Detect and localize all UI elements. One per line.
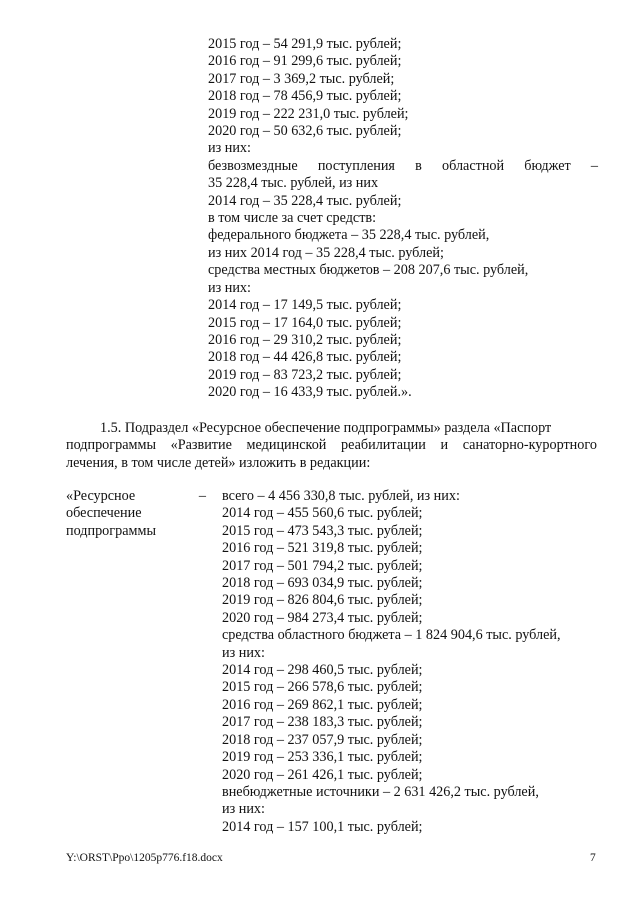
list-item: из них 2014 год – 35 228,4 тыс. рублей; — [208, 244, 444, 261]
word: поступления — [317, 157, 395, 174]
paragraph-text: 1.5. Подраздел «Ресурсное обеспечение подпрограммы» раздела «Паспорт — [100, 420, 552, 436]
list-item: 2019 год – 826 804,6 тыс. рублей; — [222, 592, 423, 609]
list-item: 2015 год – 54 291,9 тыс. рублей; — [208, 36, 402, 52]
list-item: из них: — [208, 140, 251, 157]
word: – — [590, 157, 598, 174]
list-item: 2017 год – 3 369,2 тыс. рублей; — [208, 70, 395, 87]
paragraph-line — [66, 437, 597, 454]
list-item: из них: — [208, 279, 251, 296]
list-item: 2018 год – 693 034,9 тыс. рублей; — [222, 575, 423, 592]
list-item: средства местных бюджетов – 208 207,6 тыс. рублей, — [208, 262, 529, 279]
list-item: 2018 год – 78 456,9 тыс. рублей; — [208, 88, 402, 105]
list-item: 2014 год – 17 149,5 тыс. рублей; — [208, 297, 402, 314]
list-item: из них: — [222, 644, 265, 661]
word: безвозмездные — [208, 157, 298, 174]
word: санаторно-курортного — [462, 437, 597, 454]
list-item: 2015 год – 473 543,3 тыс. рублей; — [222, 522, 423, 539]
word: подпрограммы — [66, 437, 156, 454]
list-item: 2019 год – 253 336,1 тыс. рублей; — [222, 749, 423, 766]
label-word: «Ресурсное — [66, 488, 136, 504]
file-path: Y:\ORST\Ppo\1205p776.f18.docx — [66, 852, 223, 864]
word: бюджет — [524, 157, 571, 174]
list-item: 2020 год – 50 632,6 тыс. рублей; — [208, 123, 402, 140]
justified-line — [208, 158, 598, 175]
section-paragraph — [66, 420, 597, 472]
list-item: 2014 год – 157 100,1 тыс. рублей; — [222, 818, 423, 835]
list-item: 2020 год – 984 273,4 тыс. рублей; — [222, 609, 423, 626]
list-item: в том числе за счет средств: — [208, 210, 377, 227]
resource-funding-list — [222, 488, 602, 836]
list-item: 2020 год – 261 426,1 тыс. рублей; — [222, 766, 423, 783]
word: реабилитации — [341, 437, 426, 454]
list-item: из них: — [222, 801, 265, 818]
list-item: 2018 год – 237 057,9 тыс. рублей; — [222, 731, 423, 748]
list-item: 2017 год – 501 794,2 тыс. рублей; — [222, 557, 423, 574]
label-row — [66, 488, 206, 505]
paragraph-line — [66, 420, 597, 437]
list-item: 2015 год – 17 164,0 тыс. рублей; — [208, 314, 402, 331]
list-item: 2014 год – 35 228,4 тыс. рублей; — [208, 192, 402, 209]
label-word: обеспечение — [66, 505, 142, 522]
label-dash: – — [198, 488, 206, 504]
list-item: всего – 4 456 330,8 тыс. рублей, из них: — [222, 488, 460, 504]
word: медицинской — [246, 437, 327, 454]
list-item: 2019 год – 83 723,2 тыс. рублей; — [208, 366, 402, 383]
word: и — [440, 437, 449, 454]
word: в — [415, 157, 422, 174]
list-item: 2017 год – 238 183,3 тыс. рублей; — [222, 714, 423, 731]
label-word: подпрограммы — [66, 522, 156, 539]
list-item: внебюджетные источники – 2 631 426,2 тыс. рублей, — [222, 783, 539, 800]
list-item: 2016 год – 29 310,2 тыс. рублей; — [208, 331, 402, 348]
list-item: 2015 год – 266 578,6 тыс. рублей; — [222, 679, 423, 696]
funding-list-continuation — [208, 36, 598, 402]
page-number: 7 — [590, 852, 596, 864]
list-item: 2019 год – 222 231,0 тыс. рублей; — [208, 105, 409, 122]
list-item: 2020 год – 16 433,9 тыс. рублей.». — [208, 384, 412, 401]
list-item: 2016 год – 91 299,6 тыс. рублей; — [208, 53, 402, 70]
word: «Развитие — [170, 437, 232, 454]
list-item: 2016 год – 269 862,1 тыс. рублей; — [222, 696, 423, 713]
list-item: 2014 год – 298 460,5 тыс. рублей; — [222, 662, 423, 679]
list-item: средства областного бюджета – 1 824 904,6 тыс. рублей, — [222, 627, 561, 644]
resource-label — [66, 488, 216, 540]
list-item: 2014 год – 455 560,6 тыс. рублей; — [222, 505, 423, 522]
paragraph-line: лечения, в том числе детей» изложить в редакции: — [66, 454, 371, 471]
list-item: 2016 год – 521 319,8 тыс. рублей; — [222, 540, 423, 557]
list-item: 35 228,4 тыс. рублей, из них — [208, 175, 379, 192]
word: областной — [442, 157, 505, 174]
list-item: федерального бюджета – 35 228,4 тыс. рублей, — [208, 227, 490, 244]
list-item: 2018 год – 44 426,8 тыс. рублей; — [208, 349, 402, 366]
